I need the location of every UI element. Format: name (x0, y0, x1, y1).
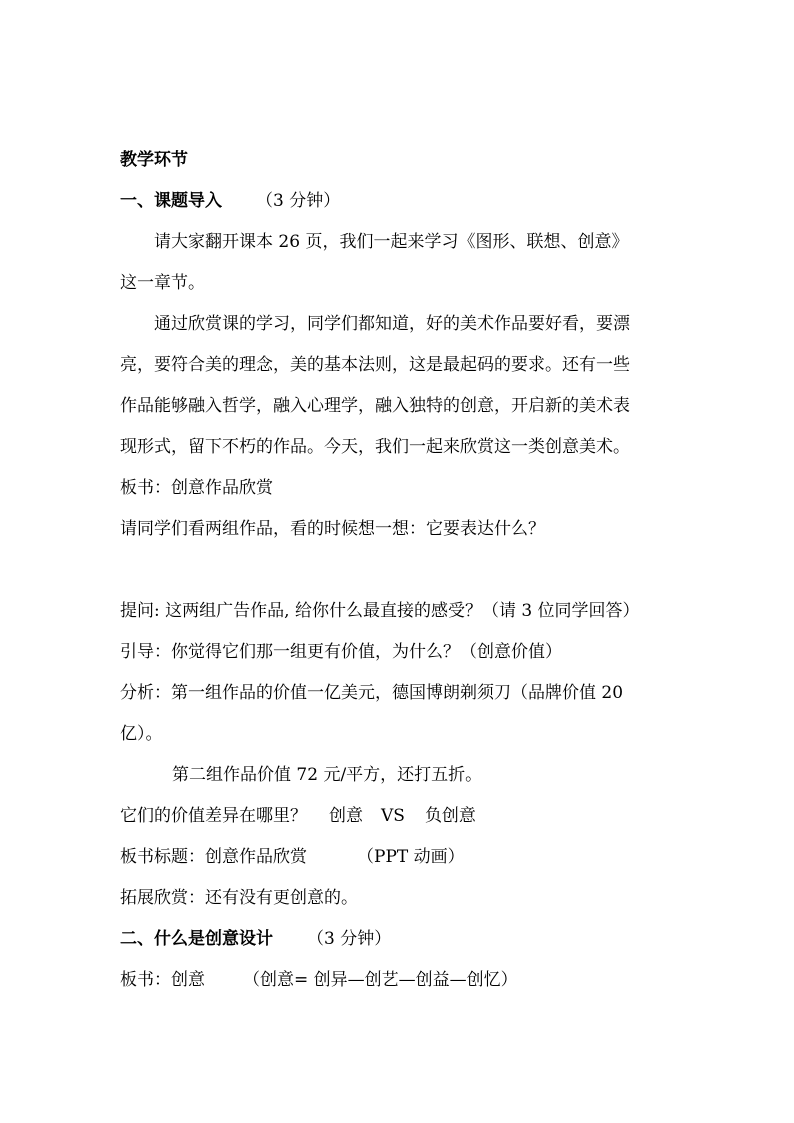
board-title-line (120, 845, 465, 869)
board-title: 板书标题：创意作品欣赏 (120, 847, 307, 867)
paragraph-2-line-1: 通过欣赏课的学习，同学们都知道，好的美术作品要好看，要漂 (154, 314, 630, 334)
paragraph-2-line-4: 现形式，留下不朽的作品。今天，我们一起来欣赏这一类创意美术。 (120, 437, 630, 457)
paragraph-1-line-2: 这一章节。 (120, 273, 205, 293)
heading-1-title: 一、课题导入 (120, 191, 222, 211)
analysis-line-2: 亿）。 (120, 724, 163, 744)
difference-vs: VS (381, 806, 405, 826)
paragraph-2-line-2: 亮，要符合美的理念，美的基本法则，这是最起码的要求。还有一些 (120, 355, 630, 375)
guide-line: 引导：你觉得它们那一组更有价值，为什么？（创意价值） (120, 642, 562, 662)
difference-question: 它们的价值差异在哪里？ (120, 806, 307, 826)
heading-1 (120, 189, 340, 213)
ask-line: 请同学们看两组作品，看的时候想一想：它要表达什么？ (120, 519, 545, 539)
board-2-formula: （创意= 创异—创艺—创益—创忆） (243, 970, 518, 990)
board-note-1: 板书：创意作品欣赏 (120, 478, 273, 498)
heading-1-time: （3 分钟） (256, 191, 341, 211)
board-2-label: 板书：创意 (120, 970, 205, 990)
section-title: 教学环节 (120, 150, 188, 170)
board-title-note: （PPT 动画） (357, 847, 465, 867)
difference-creative: 创意 (329, 806, 363, 826)
extend-line: 拓展欣赏：还有没有更创意的。 (120, 888, 358, 908)
difference-negative: 负创意 (424, 806, 476, 826)
analysis-line-1: 分析：第一组作品的价值一亿美元，德国博朗剃须刀（品牌价值 20 (120, 683, 624, 703)
group-2-line: 第二组作品价值 72 元/平方，还打五折。 (172, 765, 483, 785)
paragraph-1-line-1: 请大家翻开课本 26 页，我们一起来学习《图形、联想、创意》 (154, 232, 629, 252)
heading-2-title: 二、什么是创意设计 (120, 929, 273, 949)
difference-line (120, 804, 476, 828)
heading-2 (120, 927, 391, 951)
board-note-2 (120, 968, 518, 992)
question-line: 提问: 这两组广告作品, 给你什么最直接的感受？（请 3 位同学回答） (120, 601, 640, 621)
paragraph-2-line-3: 作品能够融入哲学，融入心理学，融入独特的创意，开启新的美术表 (120, 396, 630, 416)
heading-2-time: （3 分钟） (307, 929, 392, 949)
